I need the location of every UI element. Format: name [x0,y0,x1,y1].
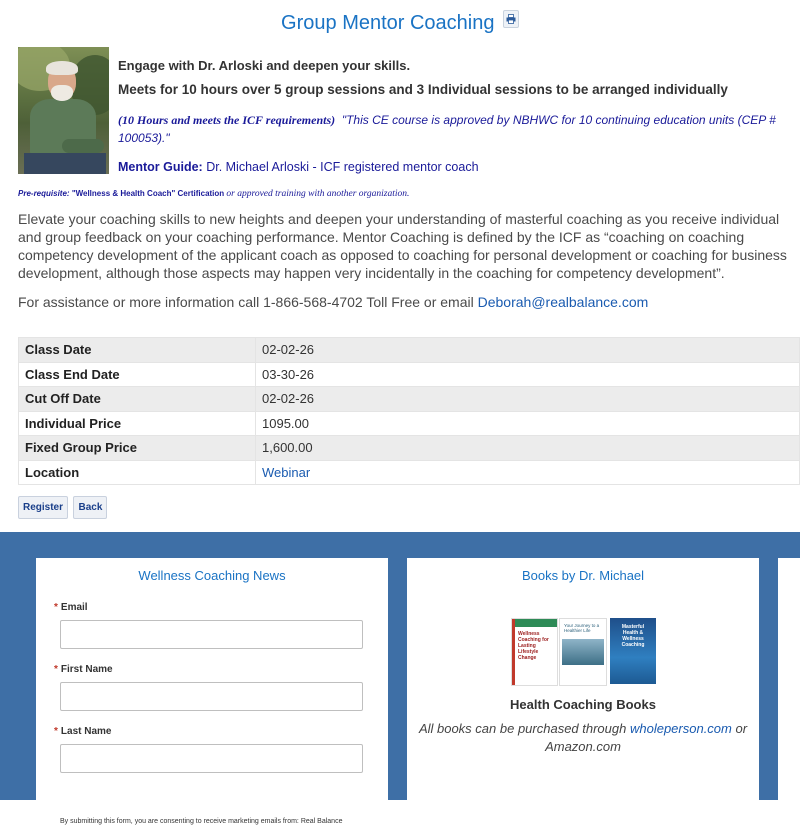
book-cover-title: Masterful Health & Wellness Coaching [621,624,645,648]
newsletter-title: Wellness Coaching News [138,568,286,583]
table-row [19,411,800,436]
meets-text: Meets for 10 hours over 5 group sessions and 3 Individual sessions to be arranged individually [118,82,728,97]
third-card-edge [778,558,800,818]
books-text-before: All books can be purchased through [418,721,627,736]
detail-label: Class Date [19,338,256,363]
prereq-label: Pre-requisite: [18,189,70,198]
assistance-text: For assistance or more information call 1-866-568-4702 Toll Free or email [18,294,474,310]
table-row [19,338,800,363]
books-title: Books by Dr. Michael [521,568,645,583]
books-text-after: or Amazon.com [545,721,748,754]
mentor-photo [18,47,109,174]
detail-label: Individual Price [19,411,256,436]
book-cover[interactable] [511,618,558,686]
book-cover-title: Wellness Coaching for Lasting Lifestyle Change [518,631,549,661]
table-row [19,436,800,461]
table-row [19,387,800,412]
email-field[interactable] [60,620,363,649]
email-label-text: Email [60,602,88,613]
action-buttons [18,496,108,519]
detail-label: Cut Off Date [19,387,256,412]
prereq-value: "Wellness & Health Coach" Certification [71,189,225,198]
prerequisite [18,189,409,199]
table-row [19,460,800,485]
detail-value: 02-02-26 [256,338,800,363]
detail-value: 02-02-26 [256,387,800,412]
detail-label: Location [19,460,256,485]
first-name-label [54,664,113,675]
table-row [19,362,800,387]
mentor-label: Mentor Guide: [118,160,203,174]
email-label [54,602,88,613]
required-marker: * [54,726,58,737]
first-name-field[interactable] [60,682,363,711]
mentor-name: Dr. Michael Arloski - ICF registered mentor coach [206,160,479,174]
consent-text: By submitting this form, you are consenting to receive marketing emails from: Real Balance [60,818,343,825]
last-name-label [54,726,111,737]
printer-icon [506,14,516,24]
first-name-label-text: First Name [60,664,113,675]
footer-section [0,532,800,825]
books-heading: Health Coaching Books [510,697,656,712]
class-details-table [18,337,800,485]
register-button[interactable]: Register [18,496,68,519]
detail-label: Class End Date [19,362,256,387]
print-button[interactable] [503,10,519,28]
course-description: Elevate your coaching skills to new heights and deepen your understanding of masterful coaching as you receive individual and group feedback on your coaching performance. Mentor Coaching is defined by the ICF as “coaching on coaching competency development of the applicant coach as opposed to coaching for personal development or coaching for business development, although those aspects may happen very incidentally in the coaching for competency development”. [18,211,787,281]
ce-approval: "This CE course is approved by NBHWC for 10 continuing education units (CEP # 100053)." [118,113,776,145]
book-cover[interactable] [610,618,656,684]
last-name-field[interactable] [60,744,363,773]
back-button[interactable]: Back [73,496,107,519]
engage-text: Engage with Dr. Arloski and deepen your skills. [118,58,411,73]
title-row [0,0,800,42]
books-purchase-text [417,720,749,756]
prereq-alternative: or approved training with another organization. [226,189,410,199]
required-marker: * [54,664,58,675]
book-cover-title: Your Journey to a Healthier Life [564,623,600,633]
icf-requirements: (10 Hours and meets the ICF requirements) [118,113,336,127]
detail-value: 03-30-26 [256,362,800,387]
book-cover[interactable] [559,618,607,686]
location-link[interactable]: Webinar [256,460,800,485]
detail-value: 1095.00 [256,411,800,436]
mentor-guide [118,160,479,174]
detail-label: Fixed Group Price [19,436,256,461]
newsletter-card [36,558,388,825]
books-card [407,558,759,818]
detail-value: 1,600.00 [256,436,800,461]
assistance-line [18,294,648,310]
icf-block [118,111,778,147]
wholeperson-link[interactable]: wholeperson.com [629,721,732,736]
last-name-label-text: Last Name [60,726,112,737]
email-link[interactable]: Deborah@realbalance.com [477,294,649,310]
required-marker: * [54,602,58,613]
page-title: Group Mentor Coaching [281,12,495,34]
